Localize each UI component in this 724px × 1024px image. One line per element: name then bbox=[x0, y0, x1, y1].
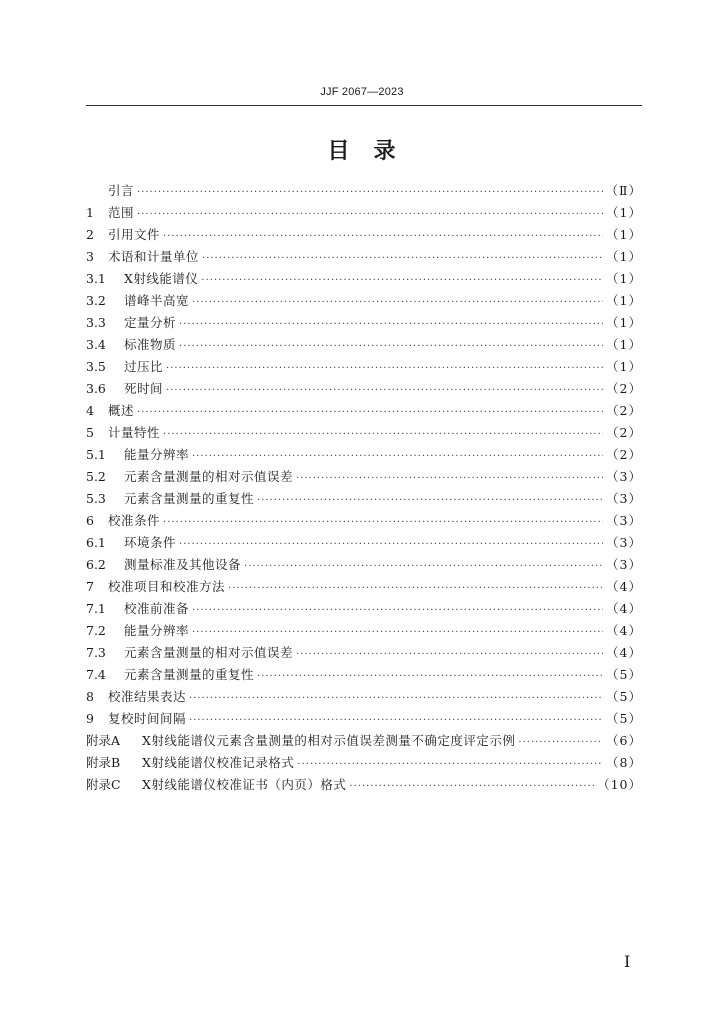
toc-entry-page: （Ⅱ） bbox=[605, 183, 642, 198]
toc-entry-page: （2） bbox=[606, 403, 642, 418]
toc-entry-title: 谱峰半高宽 bbox=[124, 293, 190, 308]
toc-entry-page: （4） bbox=[606, 601, 642, 616]
toc-dot-leader bbox=[349, 776, 594, 798]
toc-entry-page: （10） bbox=[597, 777, 642, 792]
toc-entry-page: （5） bbox=[606, 711, 642, 726]
toc-entry bbox=[86, 268, 642, 290]
toc-entry bbox=[86, 554, 642, 576]
toc-dot-leader bbox=[201, 270, 603, 292]
toc-entry-title: X射线能谱仪校准证书（内页）格式 bbox=[142, 777, 347, 792]
toc-entry-title: 复校时间间隔 bbox=[108, 711, 187, 726]
toc-entry-page: （4） bbox=[606, 579, 642, 594]
toc-dot-leader bbox=[137, 402, 603, 424]
toc-entry-title: 死时间 bbox=[124, 381, 164, 396]
toc-entry-title: 引用文件 bbox=[108, 227, 161, 242]
toc-entry-page: （2） bbox=[606, 447, 642, 462]
toc-entry-page: （3） bbox=[606, 557, 642, 572]
toc-entry bbox=[86, 180, 642, 202]
toc-entry-title: 计量特性 bbox=[108, 425, 161, 440]
toc-entry-page: （3） bbox=[606, 513, 642, 528]
toc-dot-leader bbox=[179, 314, 603, 336]
toc-entry-number: 附录C bbox=[86, 777, 121, 792]
toc-entry bbox=[86, 356, 642, 378]
toc-entry-title: 校准前准备 bbox=[124, 601, 190, 616]
toc-entry-title: 校准结果表达 bbox=[108, 689, 187, 704]
toc-entry-number: 3 bbox=[86, 249, 94, 264]
toc-entry-title: 环境条件 bbox=[124, 535, 177, 550]
toc-entry-title: 校准项目和校准方法 bbox=[108, 579, 226, 594]
toc-entry-page: （4） bbox=[606, 645, 642, 660]
toc-entry-title: 范围 bbox=[108, 205, 135, 220]
toc-entry-number: 7 bbox=[86, 579, 94, 594]
toc-entry bbox=[86, 510, 642, 532]
toc-entry-number: 5.2 bbox=[86, 469, 106, 484]
toc-entry-page: （3） bbox=[606, 491, 642, 506]
toc-entry-page: （1） bbox=[606, 293, 642, 308]
toc-dot-leader bbox=[202, 248, 603, 270]
toc-entry bbox=[86, 444, 642, 466]
toc-entry-page: （3） bbox=[606, 535, 642, 550]
toc-entry bbox=[86, 774, 642, 796]
toc-entry bbox=[86, 224, 642, 246]
toc-entry-title: 标准物质 bbox=[124, 337, 177, 352]
toc-dot-leader bbox=[189, 688, 603, 710]
toc-entry-number: 6.2 bbox=[86, 557, 106, 572]
toc-entry-number: 8 bbox=[86, 689, 94, 704]
toc-entry-number: 5.3 bbox=[86, 491, 106, 506]
toc-entry bbox=[86, 466, 642, 488]
toc-dot-leader bbox=[192, 600, 603, 622]
document-code-header: JJF 2067—2023 bbox=[320, 86, 404, 98]
toc-entry-number: 1 bbox=[86, 205, 94, 220]
toc-entry bbox=[86, 334, 642, 356]
toc-entry bbox=[86, 400, 642, 422]
toc-entry-title: 能量分辨率 bbox=[124, 623, 190, 638]
toc-entry-title: 概述 bbox=[108, 403, 135, 418]
toc-entry bbox=[86, 620, 642, 642]
toc-entry-page: （1） bbox=[606, 315, 642, 330]
toc-dot-leader bbox=[257, 490, 603, 512]
toc-entry-number: 3.2 bbox=[86, 293, 106, 308]
toc-entry-title: 测量标准及其他设备 bbox=[124, 557, 242, 572]
toc-entry-number: 3.3 bbox=[86, 315, 106, 330]
toc-entry bbox=[86, 532, 642, 554]
toc-dot-leader bbox=[179, 534, 603, 556]
toc-dot-leader bbox=[296, 644, 603, 666]
toc-entry-page: （1） bbox=[606, 249, 642, 264]
toc-dot-leader bbox=[192, 622, 603, 644]
toc-entry-number: 7.2 bbox=[86, 623, 106, 638]
toc-entry-number: 5.1 bbox=[86, 447, 106, 462]
toc-entry-title: X射线能谱仪元素含量测量的相对示值误差测量不确定度评定示例 bbox=[142, 733, 516, 748]
toc-entry bbox=[86, 422, 642, 444]
toc-dot-leader bbox=[179, 336, 603, 358]
toc-entry-number: 6 bbox=[86, 513, 94, 528]
toc-entry-number: 6.1 bbox=[86, 535, 106, 550]
toc-entry-page: （3） bbox=[606, 469, 642, 484]
toc-entry bbox=[86, 598, 642, 620]
toc-dot-leader bbox=[192, 446, 603, 468]
toc-entry-number: 2 bbox=[86, 227, 94, 242]
toc-dot-leader bbox=[137, 182, 602, 204]
toc-entry-title: 校准条件 bbox=[108, 513, 161, 528]
toc-entry bbox=[86, 752, 642, 774]
toc-dot-leader bbox=[296, 468, 603, 490]
toc-entry-page: （1） bbox=[606, 271, 642, 286]
toc-dot-leader bbox=[166, 380, 603, 402]
toc-entry-title: 引言 bbox=[108, 183, 135, 198]
toc-entry-number: 附录B bbox=[86, 755, 121, 770]
toc-dot-leader bbox=[163, 226, 603, 248]
toc-entry-number: 7.4 bbox=[86, 667, 106, 682]
toc-entry-number: 7.3 bbox=[86, 645, 106, 660]
toc-entry-page: （1） bbox=[606, 227, 642, 242]
toc-dot-leader bbox=[297, 754, 603, 776]
toc-entry-number: 3.1 bbox=[86, 271, 106, 286]
toc-entry bbox=[86, 664, 642, 686]
toc-entry-number: 5 bbox=[86, 425, 94, 440]
toc-entry-title: 能量分辨率 bbox=[124, 447, 190, 462]
toc-entry-number: 3.4 bbox=[86, 337, 106, 352]
toc-entry-page: （1） bbox=[606, 359, 642, 374]
toc-entry-number: 3.5 bbox=[86, 359, 106, 374]
toc-entry-title: X射线能谱仪校准记录格式 bbox=[142, 755, 295, 770]
toc-entry-page: （1） bbox=[606, 337, 642, 352]
toc-dot-leader bbox=[192, 292, 603, 314]
toc-entry-page: （1） bbox=[606, 205, 642, 220]
toc-entry-page: （2） bbox=[606, 381, 642, 396]
toc-entry-page: （5） bbox=[606, 667, 642, 682]
toc-dot-leader bbox=[137, 204, 603, 226]
toc-entry-title: 过压比 bbox=[124, 359, 164, 374]
toc-entry-page: （8） bbox=[606, 755, 642, 770]
toc-entry bbox=[86, 246, 642, 268]
toc-entry-page: （4） bbox=[606, 623, 642, 638]
toc-entry bbox=[86, 290, 642, 312]
toc-dot-leader bbox=[518, 732, 603, 754]
toc-entry-number: 4 bbox=[86, 403, 94, 418]
toc-entry-number: 附录A bbox=[86, 733, 121, 748]
toc-entry bbox=[86, 708, 642, 730]
table-of-contents bbox=[86, 180, 642, 796]
toc-entry-page: （2） bbox=[606, 425, 642, 440]
toc-entry-title: X射线能谱仪 bbox=[124, 271, 199, 286]
toc-entry bbox=[86, 730, 642, 752]
page-title: 目 录 bbox=[327, 139, 397, 164]
toc-entry bbox=[86, 642, 642, 664]
toc-dot-leader bbox=[228, 578, 603, 600]
toc-dot-leader bbox=[189, 710, 603, 732]
toc-entry-title: 元素含量测量的相对示值误差 bbox=[124, 469, 294, 484]
header-rule bbox=[86, 105, 642, 106]
toc-entry bbox=[86, 312, 642, 334]
toc-entry-title: 术语和计量单位 bbox=[108, 249, 200, 264]
toc-entry-title: 元素含量测量的相对示值误差 bbox=[124, 645, 294, 660]
toc-dot-leader bbox=[163, 512, 603, 534]
toc-dot-leader bbox=[163, 424, 603, 446]
toc-dot-leader bbox=[244, 556, 603, 578]
toc-entry bbox=[86, 686, 642, 708]
toc-entry bbox=[86, 488, 642, 510]
page-number: Ⅰ bbox=[624, 952, 631, 971]
toc-entry bbox=[86, 576, 642, 598]
toc-entry bbox=[86, 202, 642, 224]
toc-entry-number: 9 bbox=[86, 711, 94, 726]
toc-entry-title: 元素含量测量的重复性 bbox=[124, 667, 255, 682]
toc-entry-number: 3.6 bbox=[86, 381, 106, 396]
toc-entry-title: 定量分析 bbox=[124, 315, 177, 330]
toc-entry-number: 7.1 bbox=[86, 601, 106, 616]
toc-entry-title: 元素含量测量的重复性 bbox=[124, 491, 255, 506]
toc-entry bbox=[86, 378, 642, 400]
toc-entry-page: （6） bbox=[606, 733, 642, 748]
toc-dot-leader bbox=[166, 358, 603, 380]
toc-entry-page: （5） bbox=[606, 689, 642, 704]
toc-dot-leader bbox=[257, 666, 603, 688]
